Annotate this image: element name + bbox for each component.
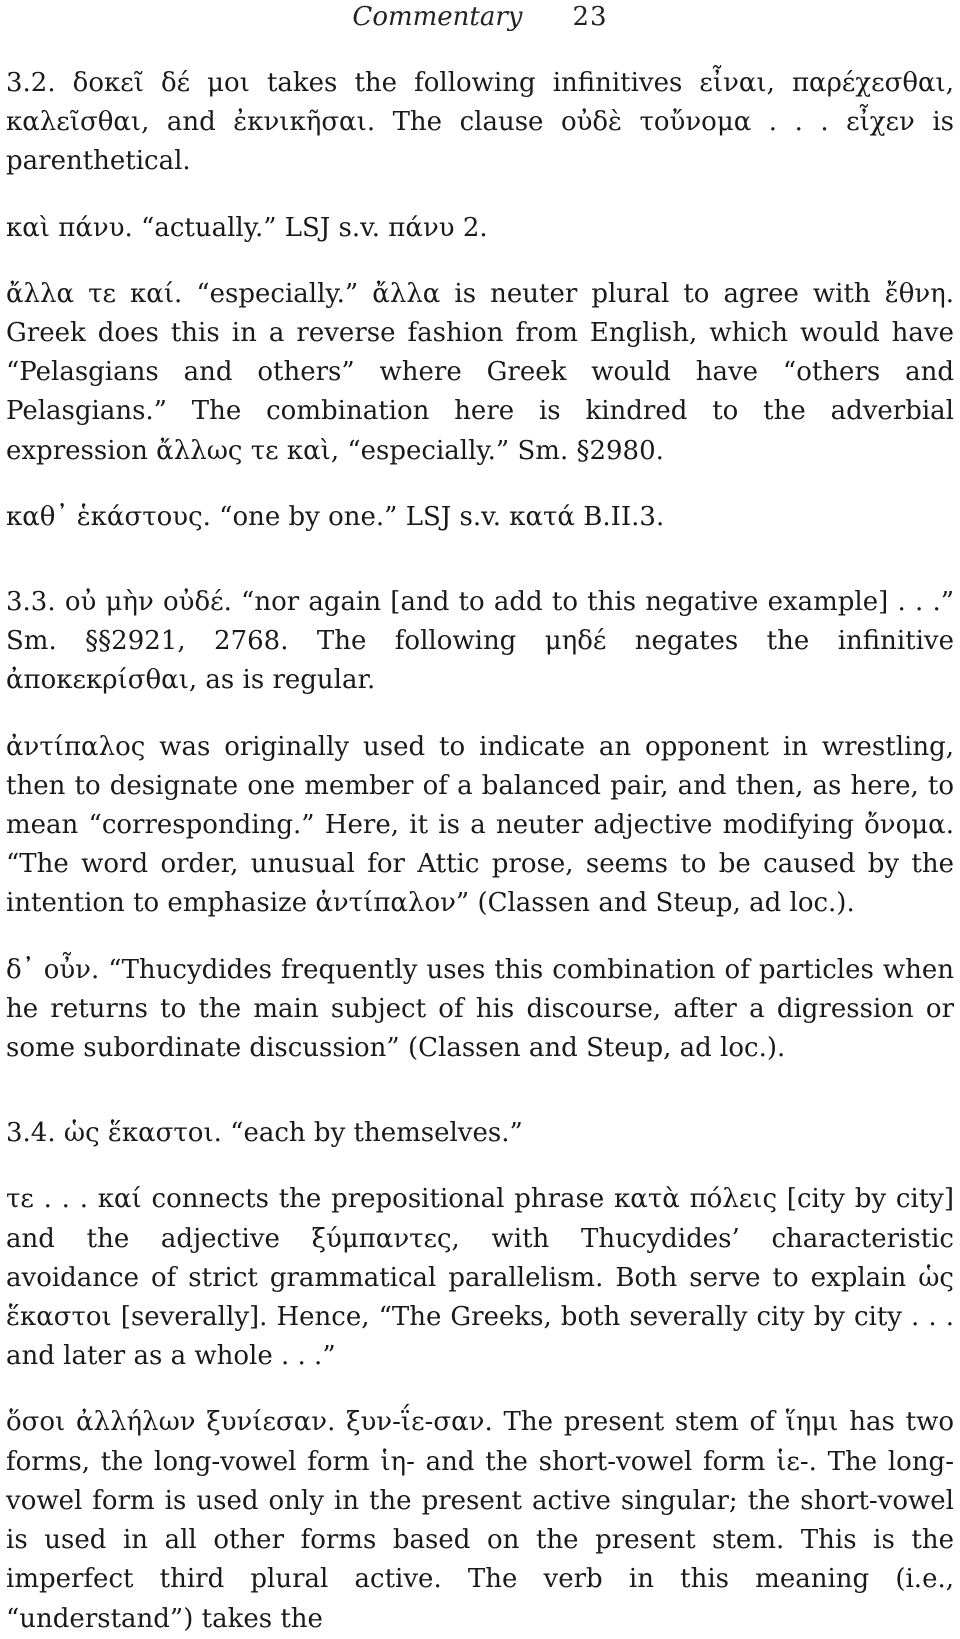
commentary-paragraph: ὅσοι ἀλλήλων ξυνίεσαν. ξυν-ΐε-σαν. The present stem of ἵημι has two forms, the long-vowel form ἱη- and the short-vowel form ἱε-. The long-vowel form is used only in the present active singular; the short-vowel is used in all other forms based on the present stem. This is the imperfect third plural active. The verb in this meaning (i.e., “understand”) takes the [6, 1407, 954, 1634]
commentary-paragraph: τε . . . καί connects the prepositional phrase κατὰ πόλεις [city by city] and the adjective ξύμπαντες, with Thucydides’ characteristic avoidance of strict grammatical parallelism. Both serve to explain ὡς ἕκαστοι [severally]. Hence, “The Greeks, both severally city by city . . . and later as a whole . . .” [6, 1184, 954, 1372]
commentary-paragraph: 3.3. οὐ μὴν οὐδέ. “nor again [and to add to this negative example] . . .” Sm. §§2921, 2768. The following μηδέ negates the infinitive ἀποκεκρίσθαι, as is regular. [6, 587, 954, 696]
commentary-paragraph: ἄλλα τε καί. “especially.” ἄλλα is neuter plural to agree with ἔθνη. Greek does this in a reverse fashion from English, which would have “Pelasgians and others” where Greek would have “others and Pelasgians.” The combination here is kindred to the adverbial expression ἄλλως τε καὶ, “especially.” Sm. §2980. [6, 278, 954, 466]
commentary-paragraph: 3.2. δοκεῖ δέ μοι takes the following infinitives εἶναι, παρέχεσθαι, καλεῖσθαι, and ἐκνικῆσαι. The clause οὐδὲ τοὔνομα . . . εἶχεν is parenthetical. [6, 68, 954, 177]
commentary-paragraph: 3.4. ὡς ἕκαστοι. “each by themselves.” [6, 1118, 523, 1149]
page-number: 23 [572, 2, 608, 32]
commentary-body [6, 64, 954, 1639]
commentary-paragraph: καθ᾽ ἑκάστους. “one by one.” LSJ s.v. κατά B.II.3. [6, 501, 665, 532]
commentary-paragraph: καὶ πάνυ. “actually.” LSJ s.v. πάνυ 2. [6, 212, 488, 243]
commentary-paragraph: δ᾽ οὖν. “Thucydides frequently uses this combination of particles when he returns to the main subject of his discourse, after a digression or some subordinate discussion” (Classen and Steup, ad loc.). [6, 954, 954, 1064]
running-head [0, 0, 960, 36]
running-head-title: Commentary [352, 2, 523, 32]
commentary-paragraph: ἀντίπαλος was originally used to indicate an opponent in wrestling, then to designate one member of a balanced pair, and then, as here, to mean “corresponding.” Here, it is a neuter adjective modifying ὄνομα. “The word order, unusual for Attic prose, seems to be caused by the intention to emphasize ἀντίπαλον” (Classen and Steup, ad loc.). [6, 731, 954, 919]
